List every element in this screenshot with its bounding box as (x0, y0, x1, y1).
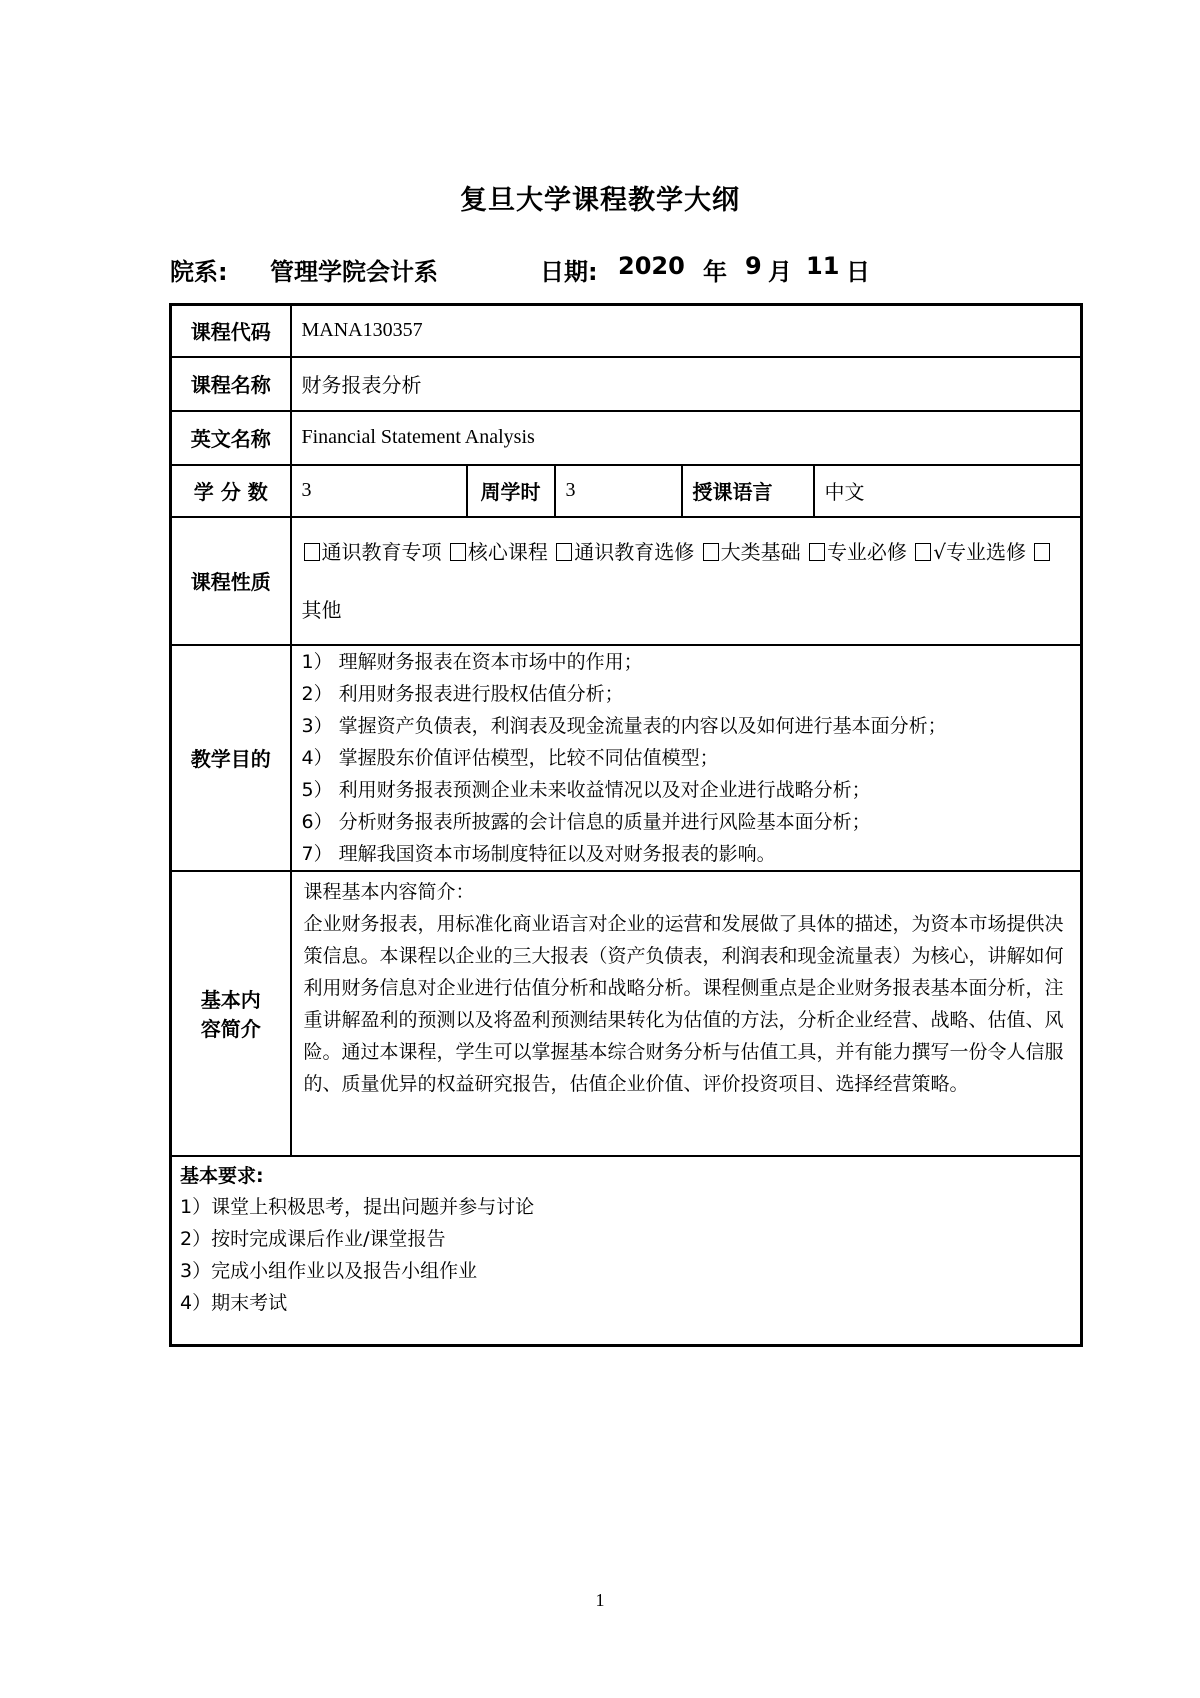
objective-item: 1） 理解财务报表在资本市场中的作用； (301, 650, 643, 673)
checkbox-empty-icon (1034, 543, 1050, 561)
date-month-unit: 月 (768, 258, 792, 286)
syllabus-table (169, 303, 1083, 1347)
checkbox-empty-icon (304, 543, 320, 561)
requirement-item: 2）按时完成课后作业/课堂报告 (180, 1227, 446, 1250)
english-name-value: Financial Statement Analysis (291, 411, 1082, 465)
objective-item: 6） 分析财务报表所披露的会计信息的质量并进行风险基本面分析； (301, 810, 871, 833)
row-requirements (171, 1156, 1082, 1346)
date-month: 9 (745, 252, 762, 280)
course-nature-options (291, 517, 1082, 645)
nature-option: 专业必修 (826, 539, 907, 564)
objective-item: 5） 利用财务报表预测企业未来收益情况以及对企业进行战略分析； (301, 778, 871, 801)
document-title: 复旦大学课程教学大纲 (460, 185, 740, 216)
nature-option: 通识教育选修 (574, 539, 695, 564)
credits-value: 3 (291, 465, 467, 517)
nature-option: 通识教育专项 (321, 539, 442, 564)
row-objectives (171, 645, 1082, 871)
checkbox-empty-icon (809, 543, 825, 561)
objective-item: 2） 利用财务报表进行股权估值分析； (301, 682, 624, 705)
dept-value: 管理学院会计系 (270, 258, 438, 286)
checkbox-empty-icon (915, 543, 931, 561)
objective-item: 7） 理解我国资本市场制度特征以及对财务报表的影响。 (301, 842, 776, 865)
dept-label: 院系: (170, 258, 228, 286)
date-day: 11 (806, 252, 840, 280)
english-name-label: 英文名称 (171, 411, 291, 465)
requirements-cell (171, 1156, 1082, 1346)
weekly-hours-label: 周学时 (467, 465, 555, 517)
row-course-name (171, 357, 1082, 411)
intro-heading: 课程基本内容简介： (303, 880, 475, 903)
course-nature-label: 课程性质 (171, 517, 291, 645)
intro-text: 企业财务报表，用标准化商业语言对企业的运营和发展做了具体的描述，为资本市场提供决策信息。本课程以企业的三大报表（资产负债表，利润表和现金流量表）为核心，讲解如何利用财务信息对企业进行估值分析和战略分析。课程侧重点是企业财务报表基本面分析，注重讲解盈利的预测以及将盈利预测结果转化为估值的方法，分析企业经营、战略、估值、风险。通过本课程，学生可以掌握基本综合财务分析与估值工具，并有能力撰写一份令人信服的、质量优异的权益研究报告，估值企业价值、评价投资项目、选择经营策略。 (303, 912, 1064, 1095)
requirement-item: 1）课堂上积极思考，提出问题并参与讨论 (180, 1195, 535, 1218)
requirements-label: 基本要求: (180, 1164, 264, 1187)
intro-label: 基本内容简介 (171, 871, 291, 1156)
nature-option: 大类基础 (720, 539, 801, 564)
nature-option: 其他 (301, 597, 342, 622)
row-course-nature (171, 517, 1082, 645)
intro-cell (291, 871, 1082, 1156)
date-year: 2020 (618, 252, 685, 280)
date-label: 日期: (540, 258, 598, 286)
date-year-unit: 年 (703, 258, 727, 286)
credits-label: 学 分 数 (171, 465, 291, 517)
weekly-hours-value: 3 (555, 465, 682, 517)
objectives-label: 教学目的 (171, 645, 291, 871)
requirement-item: 3）完成小组作业以及报告小组作业 (180, 1259, 478, 1282)
nature-option-selected: √专业选修 (933, 539, 1027, 564)
objective-item: 3） 掌握资产负债表，利润表及现金流量表的内容以及如何进行基本面分析； (301, 714, 947, 737)
row-intro (171, 871, 1082, 1156)
row-course-code (171, 305, 1082, 357)
course-name-label: 课程名称 (171, 357, 291, 411)
language-value: 中文 (814, 465, 1082, 517)
checkbox-empty-icon (450, 543, 466, 561)
course-name-value: 财务报表分析 (291, 357, 1082, 411)
objective-item: 4） 掌握股东价值评估模型，比较不同估值模型； (301, 746, 719, 769)
date-day-unit: 日 (846, 258, 870, 286)
course-code-value: MANA130357 (291, 305, 1082, 357)
row-credits (171, 465, 1082, 517)
row-english-name (171, 411, 1082, 465)
checkbox-empty-icon (703, 543, 719, 561)
nature-option: 核心课程 (467, 539, 548, 564)
course-code-label: 课程代码 (171, 305, 291, 357)
checkbox-empty-icon (556, 543, 572, 561)
requirement-item: 4）期末考试 (180, 1291, 288, 1314)
language-label: 授课语言 (682, 465, 814, 517)
objectives-list (291, 645, 1082, 871)
page-number: 1 (595, 1590, 605, 1610)
